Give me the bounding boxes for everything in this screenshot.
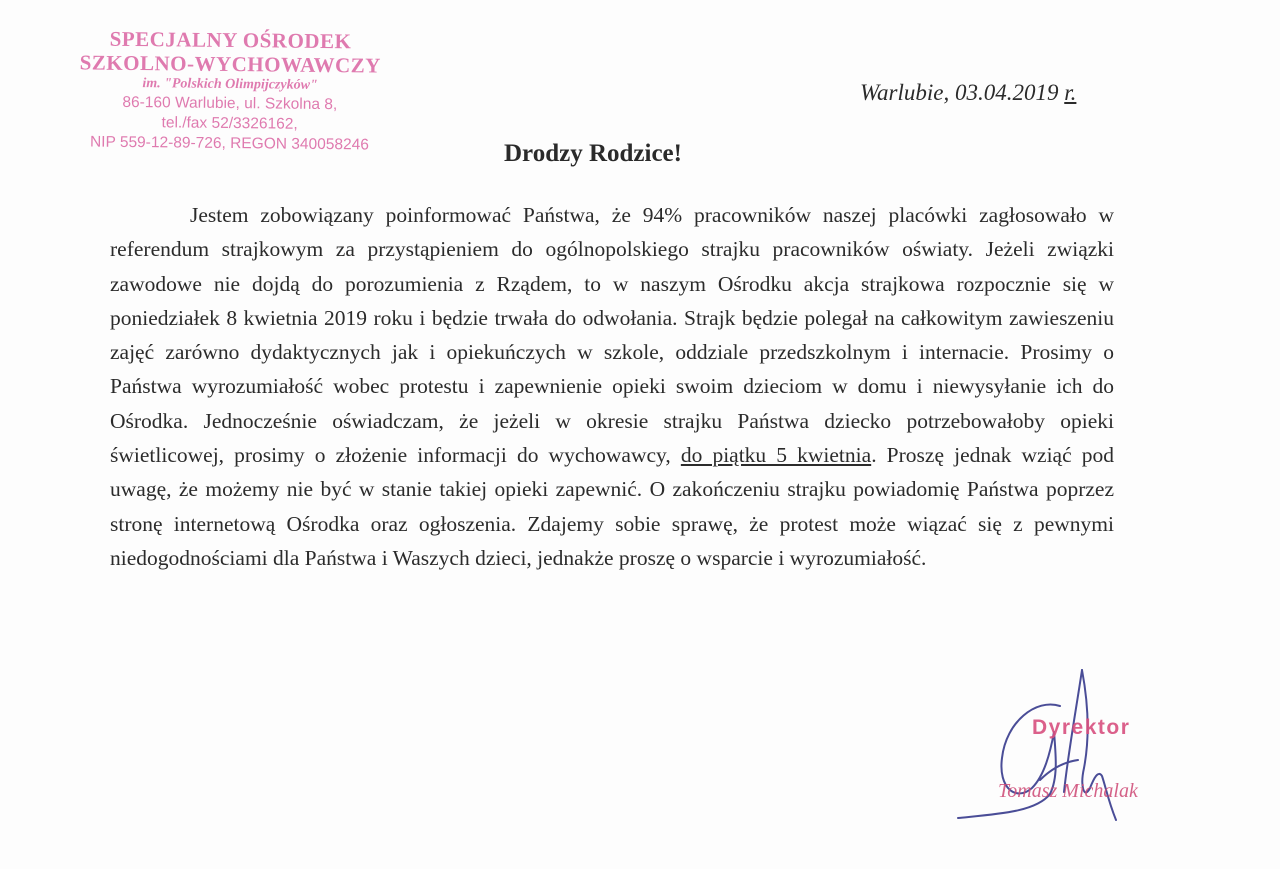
signature-name-stamp: Tomasz Michalak bbox=[998, 780, 1138, 802]
letter-salutation: Drodzy Rodzice! bbox=[504, 140, 682, 167]
deadline-text: do piątku 5 kwietnia bbox=[680, 443, 872, 468]
letter-body bbox=[110, 198, 1114, 575]
body-paragraph bbox=[110, 198, 1114, 575]
signature-block bbox=[940, 660, 1200, 830]
stamp-line-phone: tel./fax 52/3326162, bbox=[161, 114, 298, 133]
stamp-line-registry: NIP 559-12-89-726, REGON 340058246 bbox=[89, 133, 369, 154]
stamp-line-name: SPECJALNY OŚRODEK bbox=[109, 26, 352, 54]
institution-stamp bbox=[39, 26, 420, 156]
body-text-before: Jestem zobowiązany poinformować Państwa, że 94% pracowników naszej placówki zagłosowało w referendum strajkowym za przystąpieniem do ogólnopolskiego strajku pracowników oświaty. Jeżeli związki zawodowe nie dojdą do porozumienia z Rządem, to w naszym Ośrodku akcja strajkowa rozpocznie się w poniedziałek 8 kwietnia 2019 roku i będzie trwała do odwołania. Strajk będzie polegał na całkowitym zawieszeniu zajęć zarówno dydaktycznych jak i opiekuńczych w szkole, oddziale przedszkolnym i internacie. Prosimy o Państwa wyrozumiałość wobec protestu i zapewnienie opieki swoim dzieciom w domu i niewysyłanie ich do Ośrodka. Jednocześnie oświadczam, że jeżeli w okresie strajku Państwa dziecko potrzebowałoby opieki świetlicowej, prosimy o złożenie informacji do wychowawcy, bbox=[110, 203, 1114, 468]
signature-title-stamp: Dyrektor bbox=[1032, 716, 1131, 739]
handwritten-signature bbox=[940, 660, 1200, 830]
stamp-line-address: 86-160 Warlubie, ul. Szkolna 8, bbox=[122, 93, 338, 114]
stamp-line-type: SZKOLNO-WYCHOWAWCZY bbox=[79, 50, 381, 78]
letter-date bbox=[860, 80, 1076, 106]
body-text-after: . Proszę jednak wziąć pod uwagę, że możemy nie być w stanie takiej opieki zapewnić. O zakończeniu strajku powiadomię Państwa poprzez stronę internetową Ośrodka oraz ogłoszenia. Zdajemy sobie sprawę, że protest może wiązać się z pewnymi niedogodnościami dla Państwa i Waszych dzieci, jednakże proszę o wsparcie i wyrozumiałość. bbox=[110, 443, 1114, 570]
date-text: Warlubie, 03.04.2019 bbox=[860, 80, 1065, 105]
date-suffix: r. bbox=[1064, 80, 1077, 105]
stamp-line-patron: im. "Polskich Olimpijczyków" bbox=[142, 76, 318, 93]
